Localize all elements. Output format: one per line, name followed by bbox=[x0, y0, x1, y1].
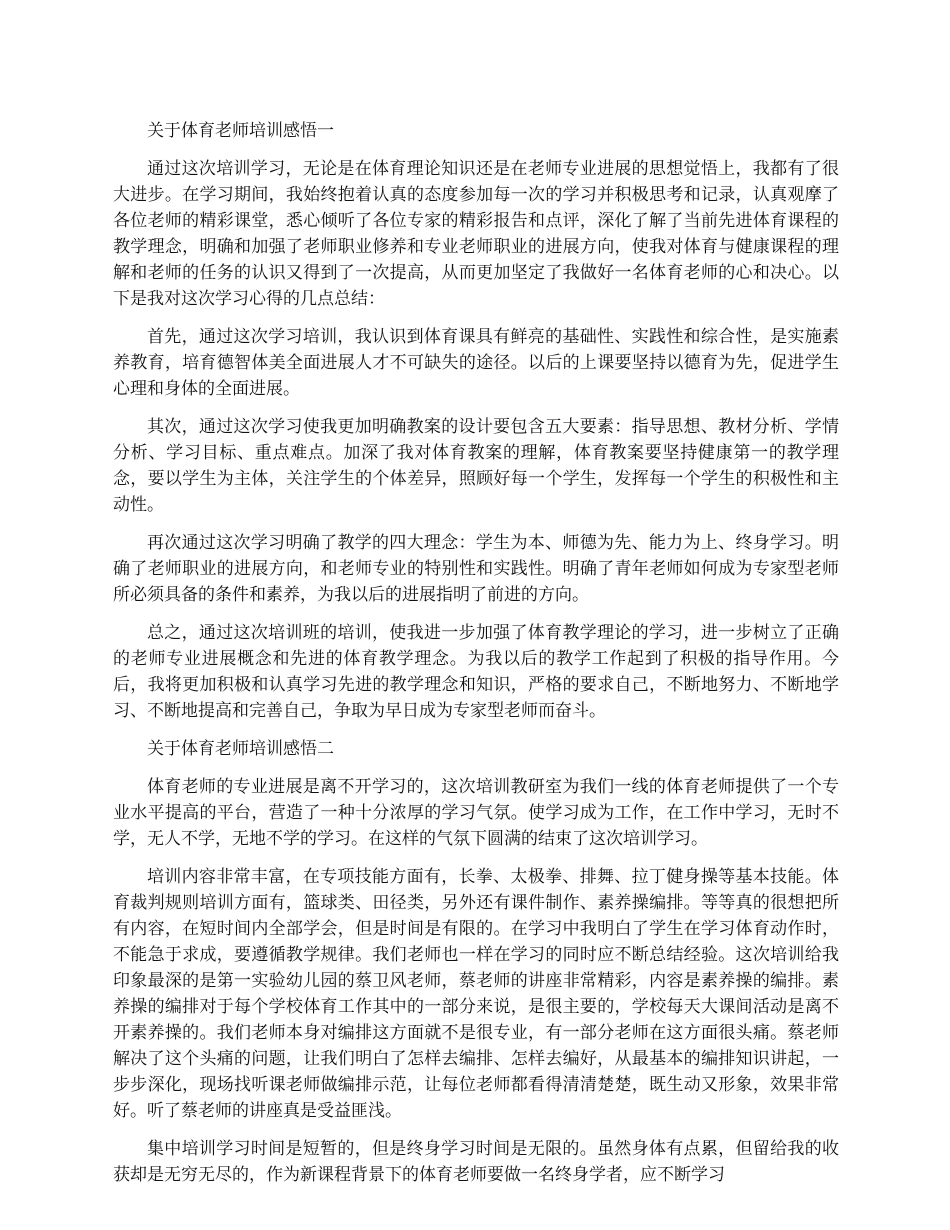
paragraph: 再次通过这次学习明确了教学的四大理念：学生为本、师德为先、能力为上、终身学习。明确了老师职业的进展方向，和老师专业的特别性和实践性。明确了青年老师如何成为专家型老师所必须具备的条件和素养，为我以后的进展指明了前进的方向。 bbox=[113, 533, 839, 605]
paragraph: 集中培训学习时间是短暂的，但是终身学习时间是无限的。虽然身体有点累，但留给我的收获却是无穷无尽的，作为新课程背景下的体育老师要做一名终身学者，应不断学习 bbox=[113, 1139, 839, 1185]
paragraph: 通过这次培训学习，无论是在体育理论知识还是在老师专业进展的思想觉悟上，我都有了很大进步。在学习期间，我始终抱着认真的态度参加每一次的学习并积极思考和记录，认真观摩了各位老师的精彩课堂，悉心倾听了各位专家的精彩报告和点评，深化了解了当前先进体育课程的教学理念，明确和加强了老师职业修养和专业老师职业的进展方向，使我对体育与健康课程的理解和老师的任务的认识又得到了一次提高，从而更加坚定了我做好一名体育老师的心和决心。以下是我对这次学习心得的几点总结： bbox=[113, 159, 839, 309]
document-page bbox=[113, 118, 839, 1200]
paragraph: 总之，通过这次培训班的培训，使我进一步加强了体育教学理论的学习，进一步树立了正确的老师专业进展概念和先进的体育教学理念。为我以后的教学工作起到了积极的指导作用。今后，我将更加积极和认真学习先进的教学理念和知识，严格的要求自己，不断地努力、不断地学习、不断地提高和完善自己，争取为早日成为专家型老师而奋斗。 bbox=[113, 623, 839, 721]
paragraph: 其次，通过这次学习使我更加明确教案的设计要包含五大要素：指导思想、教材分析、学情分析、学习目标、重点难点。加深了我对体育教案的理解，体育教案要坚持健康第一的教学理念，要以学生为主体，关注学生的个体差异，照顾好每一个学生，发挥每一个学生的积极性和主动性。 bbox=[113, 417, 839, 515]
section-title-1: 关于体育老师培训感悟一 bbox=[147, 121, 334, 141]
paragraph: 体育老师的专业进展是离不开学习的，这次培训教研室为我们一线的体育老师提供了一个专业水平提高的平台，营造了一种十分浓厚的学习气氛。使学习成为工作，在工作中学习，无时不学，无人不学，无地不学的学习。在这样的气氛下圆满的结束了这次培训学习。 bbox=[113, 777, 839, 849]
section-title-2: 关于体育老师培训感悟二 bbox=[147, 739, 334, 759]
paragraph: 培训内容非常丰富，在专项技能方面有，长拳、太极拳、排舞、拉丁健身操等基本技能。体育裁判规则培训方面有，篮球类、田径类，另外还有课件制作、素养操编排。等等真的很想把所有内容，在短时间内全部学会，但是时间是有限的。在学习中我明白了学生在学习体育动作时，不能急于求成，要遵循教学规律。我们老师也一样在学习的同时应不断总结经验。这次培训给我印象最深的是第一实验幼儿园的蔡卫风老师，蔡老师的讲座非常精彩，内容是素养操的编排。素养操的编排对于每个学校体育工作其中的一部分来说，是很主要的，学校每天大课间活动是离不开素养操的。我们老师本身对编排这方面就不是很专业，有一部分老师在这方面很头痛。蔡老师解决了这个头痛的问题，让我们明白了怎样去编排、怎样去编好，从最基本的编排知识讲起，一步步深化，现场找听课老师做编排示范，让每位老师都看得清清楚楚，既生动又形象，效果非常好。听了蔡老师的讲座真是受益匪浅。 bbox=[113, 867, 839, 1121]
paragraph: 首先，通过这次学习培训，我认识到体育课具有鲜亮的基础性、实践性和综合性，是实施素养教育，培育德智体美全面进展人才不可缺失的途径。以后的上课要坚持以德育为先，促进学生心理和身体的全面进展。 bbox=[113, 327, 839, 399]
